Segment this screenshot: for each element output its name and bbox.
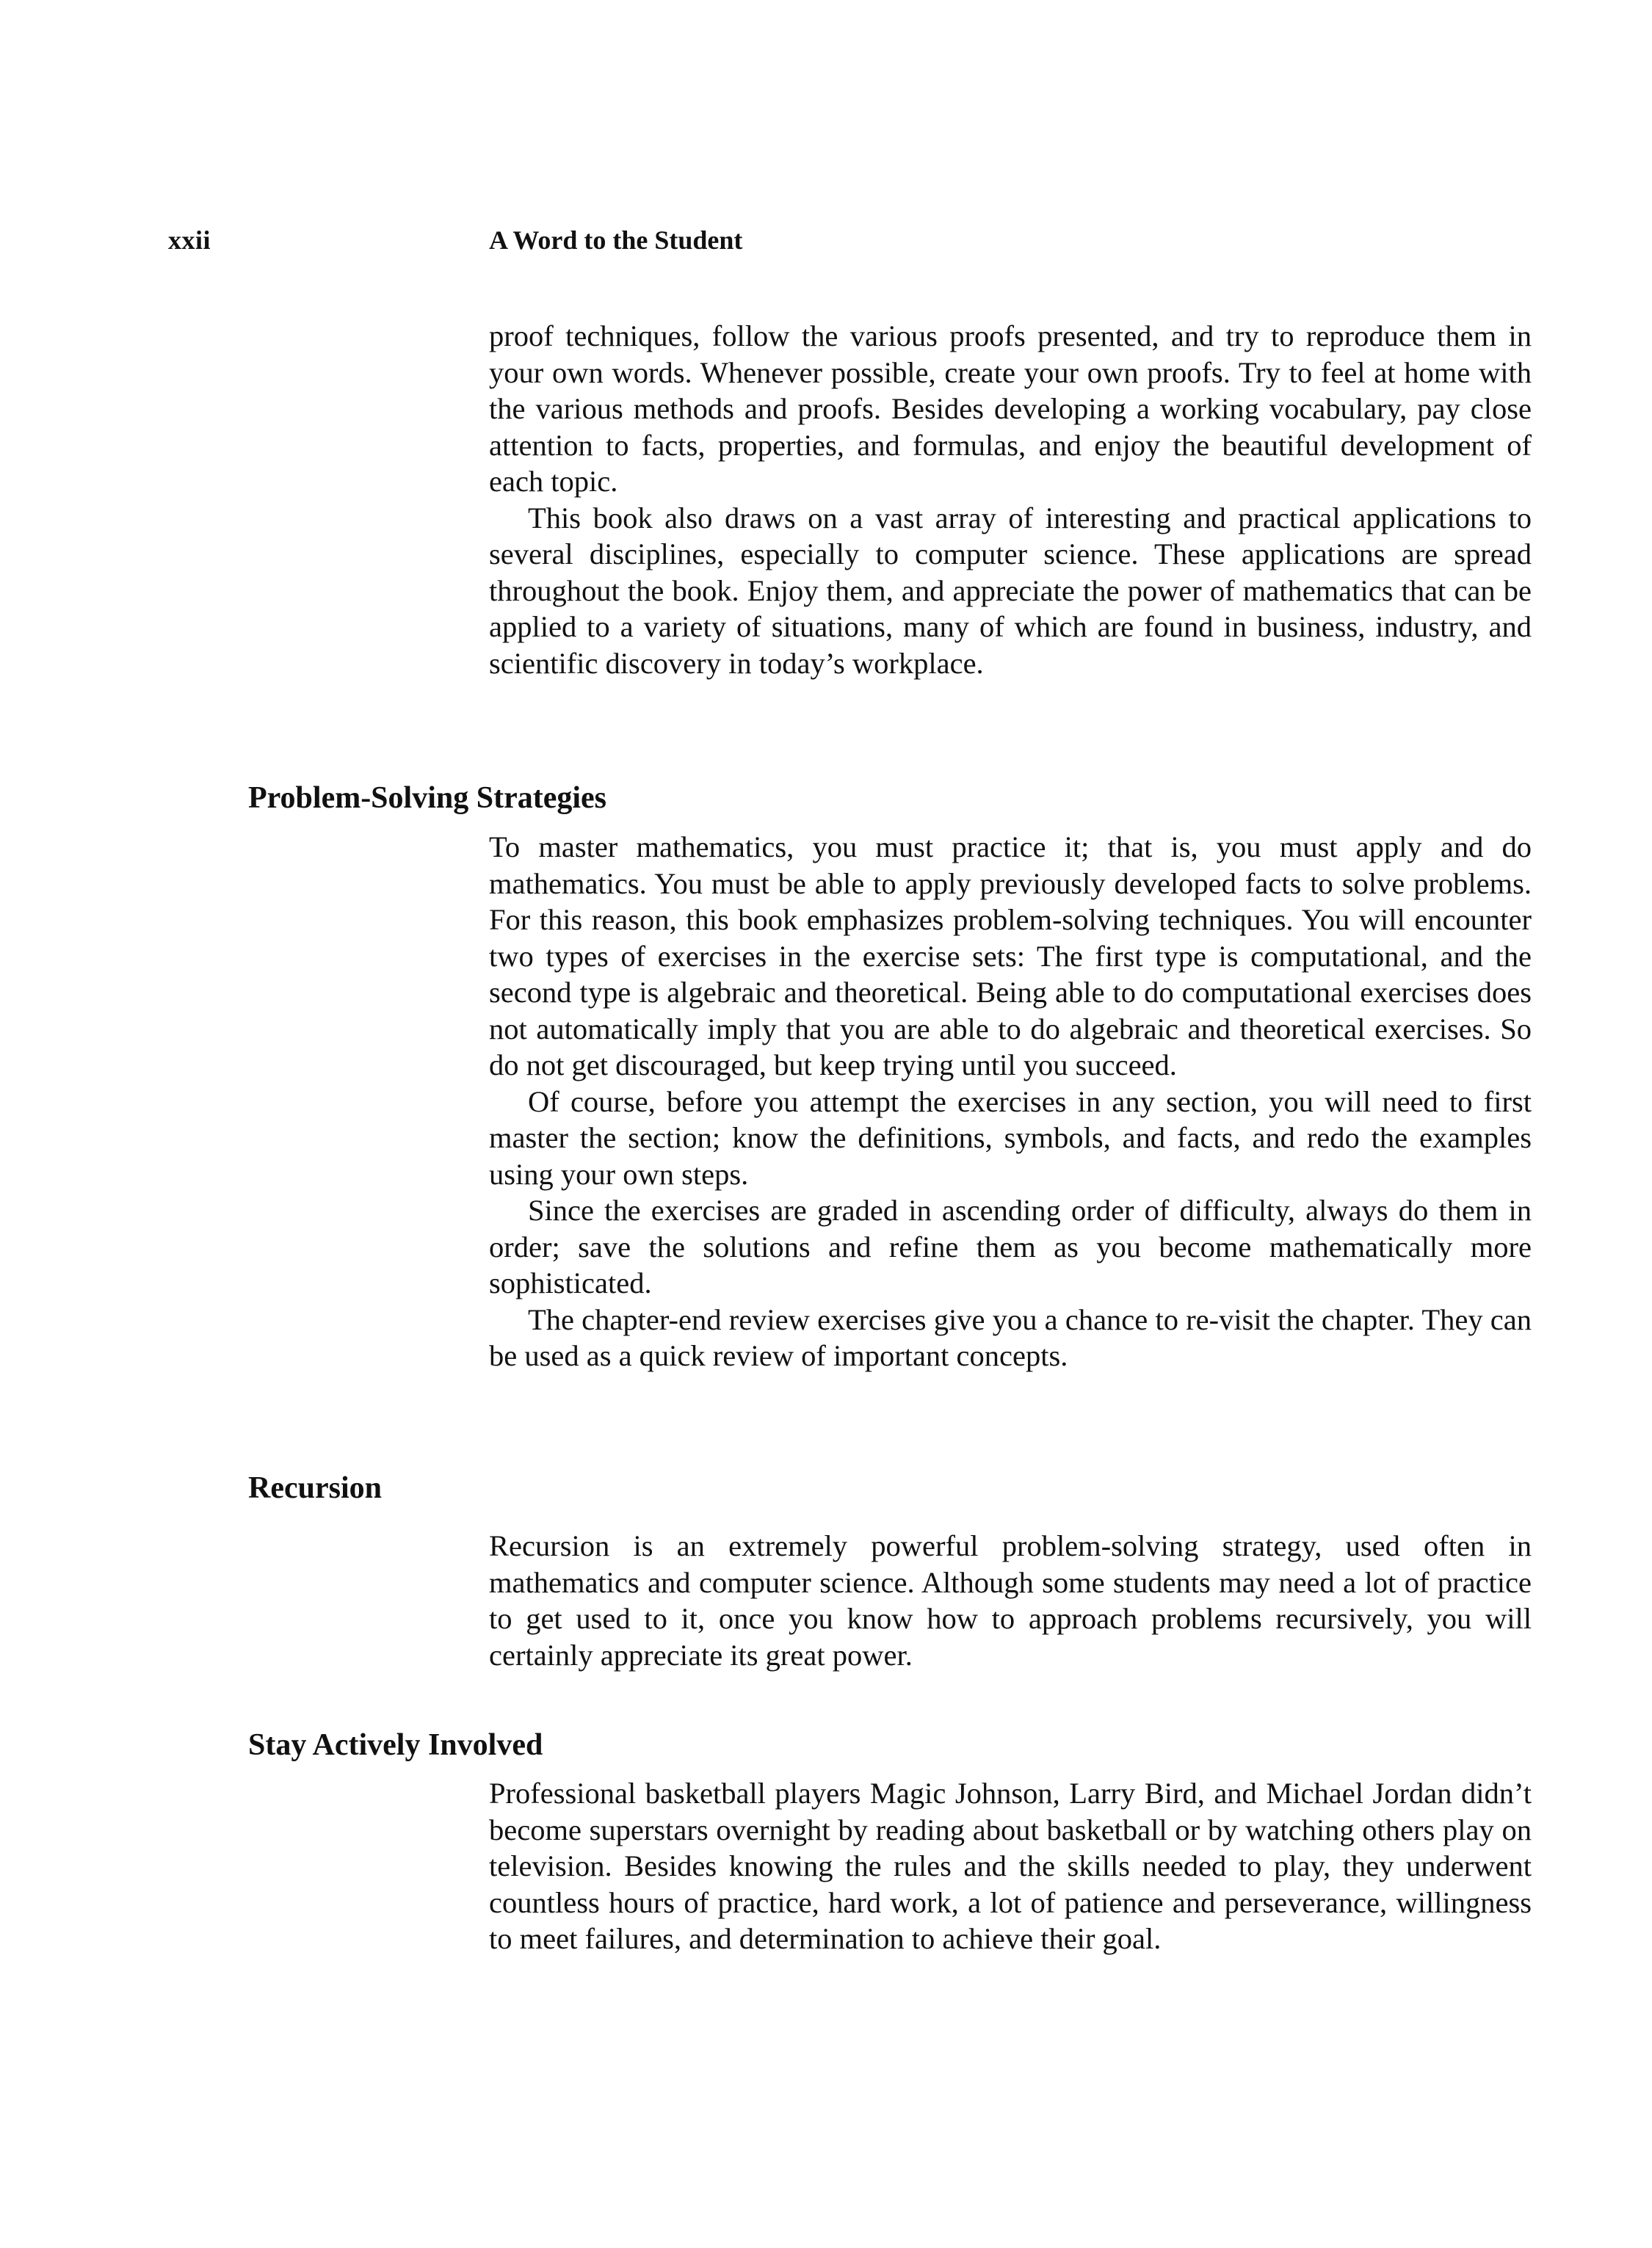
intro-paragraph-1: proof techniques, follow the various proofs presented, and try to reproduce them in your own words. Whenever possible, create your own proofs. Try to feel at home with the various methods and proofs. Besides developing a working vocabulary, pay close attention to facts, properties, and formulas, and enjoy the beautiful development of each topic. [489,319,1532,498]
section-problem-solving-strategies [489,829,1532,1374]
recursion-paragraph-1: Recursion is an extremely powerful problem-solving strategy, used often in mathematics and computer science. Although some students may need a lot of practice to get used to it, once you know how to approach problems recursively, you will certainly appreciate its great power. [489,1529,1532,1672]
heading-recursion: Recursion [248,1471,382,1505]
running-head [0,225,1652,261]
problem-solving-paragraph-3: Since the exercises are graded in ascending order of difficulty, always do them in order; save the solutions and refine them as you become mathematically more sophisticated. [489,1194,1532,1299]
problem-solving-paragraph-2: Of course, before you attempt the exercises in any section, you will need to first master the section; know the definitions, symbols, and facts, and redo the examples using your own steps. [489,1084,1532,1191]
intro-paragraph-2: This book also draws on a vast array of interesting and practical applications to several disciplines, especially to computer science. These applications are spread throughout the book. Enjoy them, and appreciate the power of mathematics that can be applied to a variety of situations, many of which are found in business, industry, and scientific discovery in today’s workplace. [489,501,1532,680]
heading-problem-solving-strategies: Problem-Solving Strategies [248,781,607,815]
problem-solving-paragraph-1: To master mathematics, you must practice it; that is, you must apply and do mathematics. You must be able to apply previously developed facts to solve problems. For this reason, this book emphasizes problem-solving techniques. You will encounter two types of exercises in the exercise sets: The first type is computational, and the second type is algebraic and theoretical. Being able to do computational exercises does not automatically imply that you are able to do algebraic and theoretical exercises. So do not get discouraged, but keep trying until you succeed. [489,830,1532,1081]
section-stay-actively-involved [489,1775,1532,1957]
page-number: xxii [168,225,211,255]
problem-solving-paragraph-4: The chapter-end review exercises give you a chance to re-visit the chapter. They can be used as a quick review of important concepts. [489,1302,1532,1372]
running-head-title: A Word to the Student [489,225,743,255]
section-recursion [489,1528,1532,1673]
intro-text [489,318,1532,681]
stay-involved-paragraph-1: Professional basketball players Magic Johnson, Larry Bird, and Michael Jordan didn’t become superstars overnight by reading about basketball or by watching others play on television. Besides knowing the rules and the skills needed to play, they underwent countless hours of practice, hard work, a lot of patience and perseverance, willingness to meet failures, and determination to achieve their goal. [489,1777,1532,1955]
heading-stay-actively-involved: Stay Actively Involved [248,1728,543,1762]
